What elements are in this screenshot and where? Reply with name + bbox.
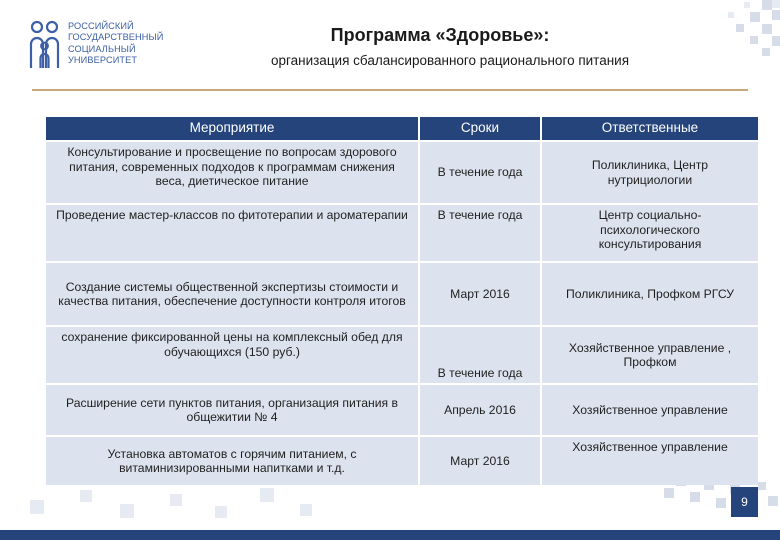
term-cell: Март 2016: [420, 437, 540, 485]
responsible-cell: Поликлиника, Центр нутрициологии: [542, 142, 758, 203]
table-row: [46, 385, 758, 435]
term-cell: Апрель 2016: [420, 385, 540, 435]
term-cell: В течение года: [420, 327, 540, 383]
table-row: [46, 142, 758, 203]
table-header-row: [46, 117, 758, 140]
university-name: [68, 21, 163, 66]
people-logo-icon: [28, 20, 62, 70]
event-cell: Консультирование и просвещение по вопросам здорового питания, современных подходов к программам снижения веса, диетическое питание: [46, 142, 418, 203]
table-row: [46, 263, 758, 325]
term-cell: Март 2016: [420, 263, 540, 325]
responsible-cell: Центр социально-психологического консультирования: [542, 205, 758, 261]
term-cell: В течение года: [420, 205, 540, 261]
table-row: [46, 205, 758, 261]
university-name-line: УНИВЕРСИТЕТ: [68, 54, 138, 65]
term-cell: В течение года: [420, 142, 540, 203]
responsible-cell: Хозяйственное управление: [542, 385, 758, 435]
university-logo: [28, 20, 168, 72]
responsible-cell: Поликлиника, Профком РГСУ: [542, 263, 758, 325]
page-number-badge: 9: [731, 487, 758, 517]
event-cell: Установка автоматов с горячим питанием, с витаминизированными напитками и т.д.: [46, 437, 418, 485]
university-name-line: СОЦИАЛЬНЫЙ: [68, 43, 136, 54]
table-row: [46, 327, 758, 383]
event-cell: Создание системы общественной экспертизы стоимости и качества питания, обеспечение доступности контроля итогов: [46, 263, 418, 325]
column-header-event: Мероприятие: [46, 117, 418, 140]
decorative-squares-top-right: [726, 0, 780, 58]
bottom-bar: [0, 530, 780, 540]
column-header-term: Сроки: [420, 117, 540, 140]
event-cell: Расширение сети пунктов питания, организация питания в общежитии № 4: [46, 385, 418, 435]
responsible-cell: Хозяйственное управление: [542, 437, 758, 485]
university-name-line: РОССИЙСКИЙ: [68, 21, 134, 31]
event-cell: Проведение мастер-классов по фитотерапии и ароматерапии: [46, 205, 418, 261]
responsible-cell: Хозяйственное управление , Профком: [542, 327, 758, 383]
page-subtitle: организация сбалансированного рационального питания: [270, 53, 630, 68]
event-cell: сохранение фиксированной цены на комплексный обед для обучающихся (150 руб.): [46, 327, 418, 383]
table-row: [46, 437, 758, 485]
page-title: Программа «Здоровье»:: [330, 25, 550, 45]
program-table: [44, 115, 760, 487]
column-header-responsible: Ответственные: [542, 117, 758, 140]
university-name-line: ГОСУДАРСТВЕННЫЙ: [68, 32, 164, 43]
header-divider: [32, 89, 748, 91]
